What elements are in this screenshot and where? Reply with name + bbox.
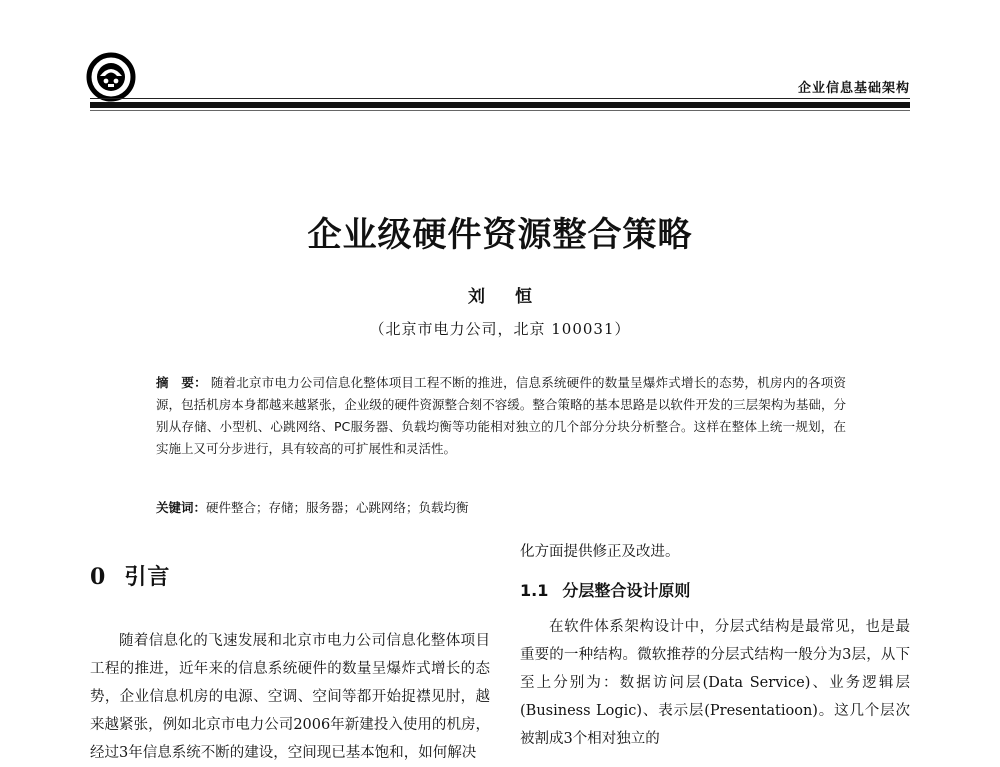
continuation-text: 化方面提供修正及改进。 — [520, 544, 680, 560]
header-rule-bottom — [90, 110, 910, 111]
right-column — [520, 538, 910, 753]
abstract-label: 摘 要： — [156, 375, 207, 390]
header-rule-top — [90, 98, 910, 99]
article-title: 企业级硬件资源整合策略 — [307, 215, 693, 255]
abstract-text: 随着北京市电力公司信息化整体项目工程不断的推进，信息系统硬件的数量呈爆炸式增长的态势，机房内的各项资源，包括机房本身都越来越紧张，企业级的硬件资源整合刻不容缓。整合策略的基本思路是以软件开发的三层架构为基础，分别从存储、小型机、心跳网络、PC服务器、负载均衡等功能相对独立的几个部分分块分析整合。这样在整体上统一规划，在实施上又可分步进行，具有较高的可扩展性和灵活性。 — [156, 375, 846, 456]
subsection-paragraph: 在软件体系架构设计中，分层式结构是最常见，也是最重要的一种结构。微软推荐的分层式结构一般分为3层，从下至上分别为：数据访问层(Data Service)、业务逻辑层 (Business Logic)、表示层(Presentatioon)。这几个层次被割成3个相对独立的 — [520, 619, 910, 747]
subsection-heading — [520, 578, 910, 601]
left-column — [90, 560, 490, 767]
section-number: 0 — [90, 564, 107, 590]
intro-paragraph: 随着信息化的飞速发展和北京市电力公司信息化整体项目工程的推进，近年来的信息系统硬件的数量呈爆炸式增长的态势，企业信息机房的电源、空调、空间等都开始捉襟见肘，越来越紧张，例如北京市电力公司2006年新建投入使用的机房，经过3年信息系统不断的建设，空间现已基本饱和，如何解决 — [90, 633, 490, 761]
keywords-text: 硬件整合；存储；服务器；心跳网络；负载均衡 — [206, 500, 469, 515]
author-affiliation: （北京市电力公司，北京 100031） — [369, 320, 631, 338]
subsection-number: 1.1 — [520, 581, 549, 600]
abstract — [156, 372, 846, 460]
section-heading-intro — [90, 560, 490, 591]
article-author: 刘恒 — [468, 287, 562, 307]
running-header-section-label: 企业信息基础架构 — [797, 81, 910, 96]
journal-logo-icon — [86, 52, 136, 102]
section-title: 引言 — [124, 564, 171, 590]
header-rule-thick — [90, 102, 910, 108]
keywords-label: 关键词： — [156, 500, 207, 515]
keywords — [156, 497, 846, 519]
subsection-title: 分层整合设计原则 — [562, 581, 691, 600]
